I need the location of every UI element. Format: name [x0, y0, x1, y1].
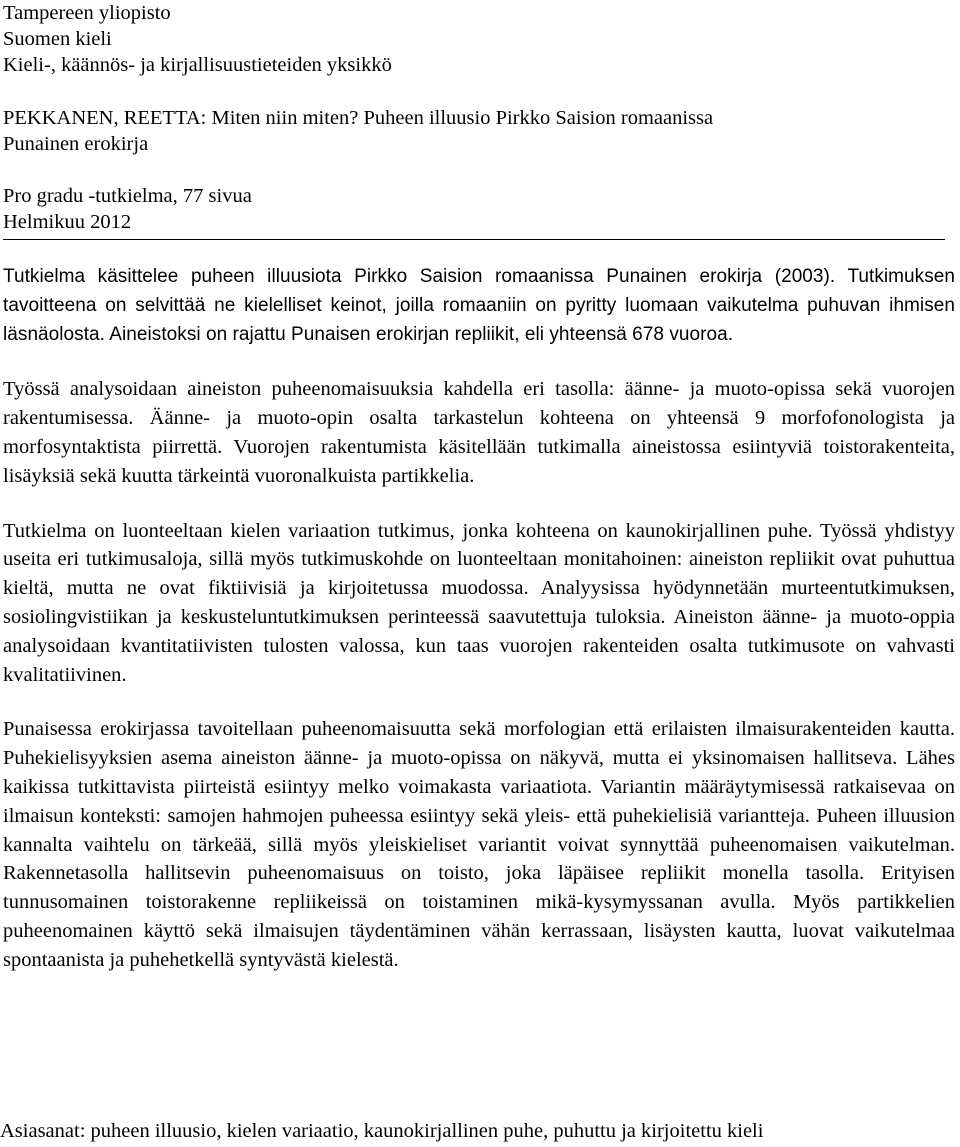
thesis-date: Helmikuu 2012 — [3, 211, 132, 233]
keywords-line: Asiasanat: puheen illuusio, kielen variaatio, kaunokirjallinen puhe, puhuttu ja kirjoitettu kieli — [0, 1120, 764, 1142]
abstract-paragraph-1: Tutkielma käsittelee puheen illuusiota Pirkko Saision romaanissa Punainen erokirja (2003). Tutkimuksen tavoitteena on selvittää ne kielelliset keinot, joilla romaaniin on pyritty luomaan vaikutelma puhuvan ihmisen läsnäolosta. Aineistoksi on rajattu Punaisen erokirjan repliikit, eli yhteensä 678 vuoroa. — [3, 266, 955, 345]
unit-name: Kieli-, käännös- ja kirjallisuustieteiden yksikkö — [3, 54, 392, 76]
thesis-title-line-1: PEKKANEN, REETTA: Miten niin miten? Puheen illuusio Pirkko Saision romaanissa — [3, 107, 714, 129]
abstract-paragraph-2: Työssä analysoidaan aineiston puheenomaisuuksia kahdella eri tasolla: äänne- ja muoto-opissa sekä vuorojen rakentumisessa. Äänne- ja muoto-opin osalta tarkastelun kohteena on yhteensä 9 morfofonologista ja morfosyntaktista piirrettä. Vuorojen rakentumista käsitellään tutkimalla aineistossa esiintyviä toistorakenteita, lisäyksiä sekä kuutta tärkeintä vuoronalkuista partikkelia. — [3, 378, 955, 487]
abstract-body — [3, 263, 955, 975]
header-divider — [3, 239, 945, 240]
document-header — [3, 0, 955, 240]
university-name: Tampereen yliopisto — [3, 2, 171, 24]
thesis-title-line-2: Punainen erokirja — [3, 133, 149, 155]
thesis-abstract-page — [3, 0, 955, 1001]
abstract-paragraph-3: Tutkielma on luonteeltaan kielen variaation tutkimus, jonka kohteena on kaunokirjallinen puhe. Työssä yhdistyy useita eri tutkimusaloja, sillä myös tutkimuskohde on luonteeltaan monitahoinen: aineiston repliikit ovat puhuttua kieltä, mutta ne ovat fiktiivisiä ja kirjoitetussa muodossa. Analyysissa hyödynnetään murteentutkimuksen, sosiolingvistiikan ja keskusteluntutkimuksen perinteessä saavutettuja tuloksia. Aineiston äänne- ja muoto-oppia analysoidaan kvantitatiivisten tulosten valossa, kun taas vuorojen rakenteiden osalta tutkimusote on vahvasti kvalitatiivinen. — [3, 519, 955, 686]
abstract-paragraph-4: Punaisessa erokirjassa tavoitellaan puheenomaisuutta sekä morfologian että erilaisten ilmaisurakenteiden kautta. Puhekielisyyksien asema aineiston äänne- ja muoto-opissa on näkyvä, mutta ei yksinomaisen hallitseva. Lähes kaikissa tutkittavista piirteistä esiintyy melko voimakasta variaatiota. Variantin määräytymisessä ratkaisevaa on ilmaisun konteksti: samojen hahmojen puheessa esiintyy sekä yleis- että puhekielisiä variantteja. Puheen illuusion kannalta vaihtelu on tärkeää, sillä myös yleiskieliset variantit voivat synnyttää puheenomaisen vaikutelman. Rakennetasolla hallitsevin puheenomaisuus on toisto, joka läpäisee repliikit monella tasolla. Erityisen tunnusomainen toistorakenne repliikeissä on toistaminen mikä-kysymyssanan avulla. Myös partikkelien puheenomainen käyttö sekä ilmaisujen täydentäminen vähän kerrassaan, lisäysten kautta, luovat vaikutelmaa spontaanista ja puhehetkellä syntyvästä kielestä. — [3, 718, 955, 971]
thesis-type: Pro gradu -tutkielma, 77 sivua — [3, 185, 252, 207]
subject-name: Suomen kieli — [3, 28, 112, 50]
